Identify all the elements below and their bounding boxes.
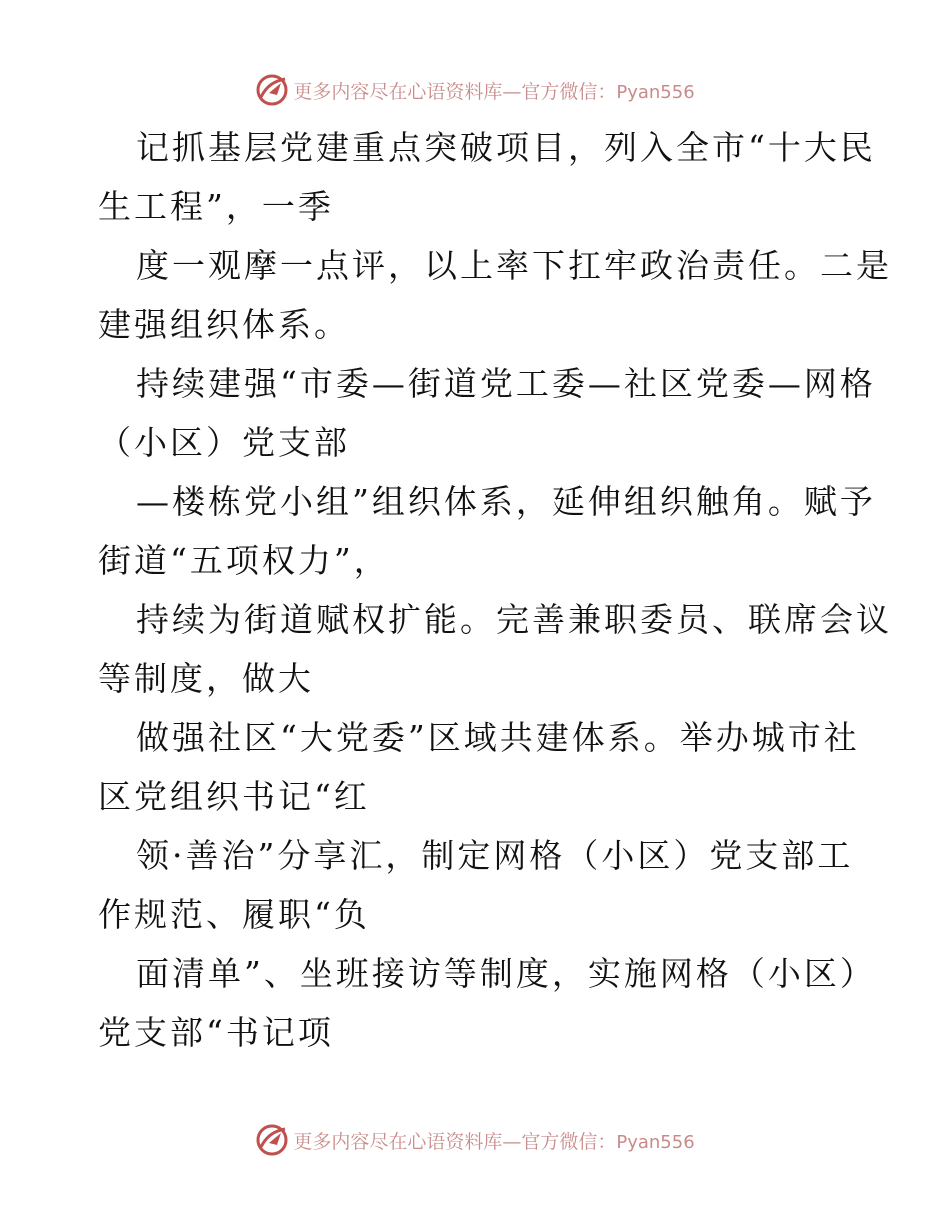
paragraph-line: 度一观摩一点评，以上率下扛牢政治责任。二是	[136, 246, 892, 285]
paragraph	[98, 826, 858, 944]
paragraph-line: 等制度，做大	[98, 659, 314, 698]
paragraph-line: 党支部“书记项	[98, 1013, 334, 1052]
paragraph	[98, 590, 892, 708]
paragraph-line: 街道“五项权力”，	[98, 541, 390, 580]
paragraph	[98, 118, 876, 236]
paragraph-line: 记抓基层党建重点突破项目，列入全市“十大民	[136, 128, 876, 167]
watermark-text: 更多内容尽在心语资料库—官方微信：Pyan556	[293, 80, 695, 103]
paragraph-line: —楼栋党小组”组织体系，延伸组织触角。赋予	[136, 482, 876, 521]
document-body	[98, 118, 892, 1062]
paragraph-line: 做强社区“大党委”区域共建体系。举办城市社	[136, 718, 860, 757]
paragraph	[98, 708, 858, 826]
brand-logo-icon	[255, 1123, 289, 1157]
paragraph-line: 领·善治”分享汇，制定网格（小区）党支部工	[136, 836, 854, 875]
paragraph-line: 持续建强“市委—街道党工委—社区党委—网格	[136, 364, 876, 403]
paragraph	[98, 472, 876, 590]
footer-watermark	[0, 1120, 950, 1160]
paragraph-line: 面清单”、坐班接访等制度，实施网格（小区）	[136, 954, 876, 993]
paragraph-line: 持续为街道赋权扩能。完善兼职委员、联席会议	[136, 600, 892, 639]
paragraph	[98, 354, 876, 472]
paragraph-line: 区党组织书记“红	[98, 777, 370, 816]
paragraph-line: 生工程”，一季	[98, 187, 334, 226]
paragraph	[98, 236, 892, 354]
paragraph-line: （小区）党支部	[98, 423, 350, 462]
paragraph	[98, 944, 876, 1062]
paragraph-line: 作规范、履职“负	[98, 895, 370, 934]
brand-logo-icon	[255, 73, 289, 107]
paragraph-line: 建强组织体系。	[98, 305, 350, 344]
watermark-text: 更多内容尽在心语资料库—官方微信：Pyan556	[293, 1130, 695, 1153]
header-watermark	[0, 70, 950, 110]
